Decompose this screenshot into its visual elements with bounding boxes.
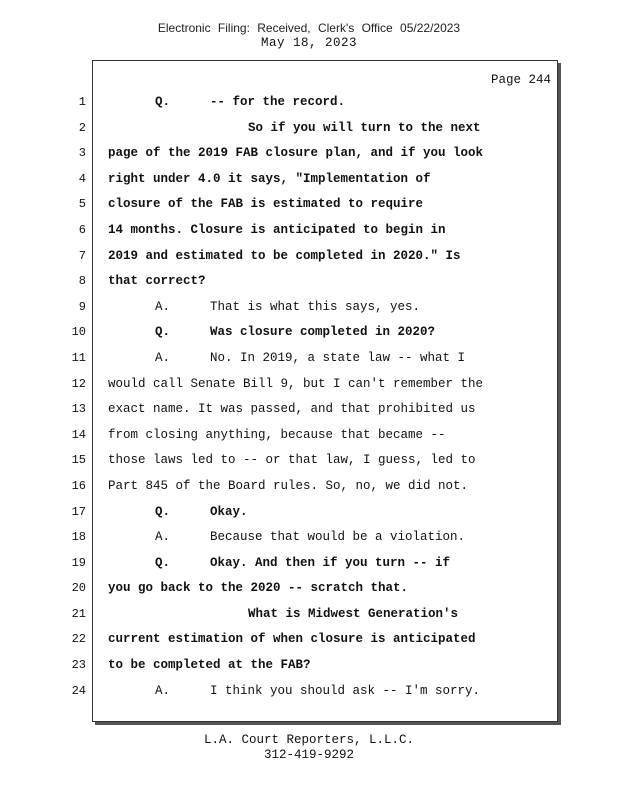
line-text: Was closure completed in 2020? — [210, 325, 436, 340]
line-text: Okay. And then if you turn -- if — [210, 555, 451, 570]
line-number: 5 — [78, 197, 86, 212]
line-number: 10 — [71, 325, 86, 340]
transcript-line — [108, 273, 548, 299]
line-text: That is what this says, yes. — [210, 299, 421, 314]
transcript-line — [108, 452, 548, 478]
line-number: 8 — [78, 274, 86, 289]
transcript-line — [108, 504, 548, 530]
line-text: current estimation of when closure is anticipated — [108, 632, 476, 647]
transcript-line — [108, 657, 548, 683]
line-text: -- for the record. — [210, 95, 346, 109]
transcript-line — [108, 171, 548, 197]
speaker-prefix: A. — [155, 530, 171, 545]
speaker-prefix: A. — [155, 350, 171, 365]
speaker-prefix: A. — [155, 683, 171, 698]
transcript-line — [108, 427, 548, 453]
line-text: you go back to the 2020 -- scratch that. — [108, 581, 409, 596]
transcript-line — [108, 631, 548, 657]
line-number: 20 — [71, 581, 86, 596]
page-number: Page 244 — [490, 73, 551, 87]
transcript-line — [108, 376, 548, 402]
transcript-line — [108, 529, 548, 555]
line-text: Okay. — [210, 504, 248, 519]
line-number: 14 — [71, 427, 86, 442]
transcript-line — [108, 350, 548, 376]
speaker-prefix: A. — [155, 299, 171, 314]
line-number: 9 — [78, 299, 86, 314]
transcript-line — [108, 606, 548, 632]
line-number: 11 — [71, 350, 86, 365]
transcript-line — [108, 196, 548, 222]
line-number-column — [60, 94, 86, 708]
line-number: 24 — [71, 683, 86, 698]
line-text: Because that would be a violation. — [210, 530, 466, 545]
line-text: page of the 2019 FAB closure plan, and if you look — [108, 146, 484, 161]
line-number: 1 — [78, 95, 86, 109]
transcript-line — [108, 248, 548, 274]
court-reporter-name: L.A. Court Reporters, L.L.C. — [203, 733, 415, 747]
line-number: 12 — [71, 376, 86, 391]
line-text: So if you will turn to the next — [248, 120, 481, 135]
line-number: 7 — [78, 248, 86, 263]
line-number: 17 — [71, 504, 86, 519]
line-text: No. In 2019, a state law -- what I — [210, 350, 466, 365]
speaker-prefix: Q. — [155, 325, 171, 340]
transcript-line — [108, 120, 548, 146]
line-number: 22 — [71, 632, 86, 647]
court-reporter-phone: 312-419-9292 — [263, 748, 354, 762]
line-text: 14 months. Closure is anticipated to begin in — [108, 222, 446, 237]
line-number: 16 — [71, 478, 86, 493]
transcript-line — [108, 555, 548, 581]
line-number: 19 — [71, 555, 86, 570]
speaker-prefix: Q. — [155, 504, 171, 519]
transcript-line — [108, 299, 548, 325]
line-number: 13 — [71, 402, 86, 417]
speaker-prefix: Q. — [155, 95, 171, 109]
transcript-line — [108, 478, 548, 504]
line-number: 3 — [78, 146, 86, 161]
electronic-filing-stamp: Electronic Filing: Received, Clerk's Office 05/22/2023 — [157, 21, 461, 35]
line-text: right under 4.0 it says, "Implementation of — [108, 171, 431, 186]
line-text: 2019 and estimated to be completed in 2020." Is — [108, 248, 461, 263]
line-text: from closing anything, because that became -- — [108, 427, 446, 442]
speaker-prefix: Q. — [155, 555, 171, 570]
line-text: would call Senate Bill 9, but I can't remember the — [108, 376, 484, 391]
transcript-line — [108, 401, 548, 427]
line-number: 21 — [71, 606, 86, 621]
transcript-line — [108, 683, 548, 709]
line-text: those laws led to -- or that law, I guess, led to — [108, 453, 476, 468]
line-text: that correct? — [108, 274, 206, 289]
line-text: to be completed at the FAB? — [108, 658, 311, 673]
transcript-line — [108, 222, 548, 248]
line-text: I think you should ask -- I'm sorry. — [210, 683, 481, 698]
line-number: 18 — [71, 530, 86, 545]
line-text: Part 845 of the Board rules. So, no, we did not. — [108, 478, 469, 493]
transcript-line — [108, 580, 548, 606]
page-footer — [0, 733, 618, 763]
transcript-line — [108, 94, 548, 120]
line-text: closure of the FAB is estimated to require — [108, 197, 424, 212]
line-text: exact name. It was passed, and that prohibited us — [108, 402, 476, 417]
transcript-text — [108, 94, 548, 708]
transcript-line — [108, 324, 548, 350]
line-number: 15 — [71, 453, 86, 468]
transcript-line — [108, 145, 548, 171]
line-text: What is Midwest Generation's — [248, 606, 459, 621]
line-number: 6 — [78, 222, 86, 237]
line-number: 2 — [78, 120, 86, 135]
transcript-date: May 18, 2023 — [260, 36, 357, 50]
line-number: 4 — [78, 171, 86, 186]
line-number: 23 — [71, 658, 86, 673]
